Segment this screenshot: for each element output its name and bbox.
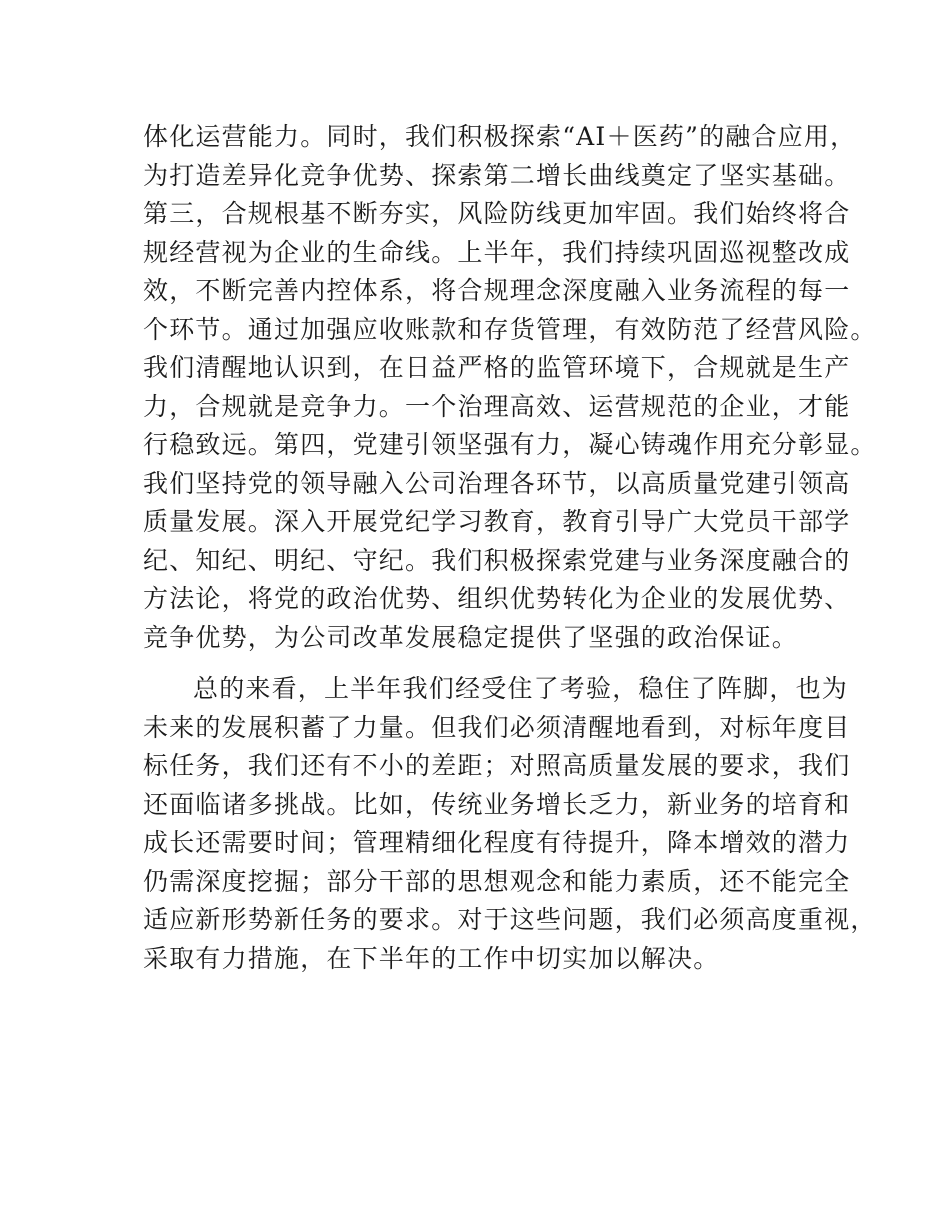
paragraph-line: 仍需深度挖掘；部分干部的思想观念和能力素质，还不能完全 (143, 866, 851, 896)
paragraph-2 (143, 670, 877, 978)
paragraph-line: 采取有力措施，在下半年的工作中切实加以解决。 (143, 943, 720, 973)
paragraph-line: 效，不断完善内控体系，将合规理念深度融入业务流程的每一 (143, 276, 851, 305)
paragraph-line: 未来的发展积蓄了力量。但我们必须清醒地看到，对标年度目 (143, 712, 851, 742)
paragraph-line: 竞争优势，为公司改革发展稳定提供了坚强的政治保证。 (143, 622, 799, 652)
paragraph-spacer (143, 657, 823, 670)
paragraph-line: 质量发展。深入开展党纪学习教育，教育引导广大党员干部学 (143, 507, 851, 536)
paragraph-line: 力，合规就是竞争力。一个治理高效、运营规范的企业，才能 (143, 391, 851, 421)
paragraph-line: 纪、知纪、明纪、守纪。我们积极探索党建与业务深度融合的 (143, 545, 851, 575)
paragraph-line: 方法论，将党的政治优势、组织优势转化为企业的发展优势、 (143, 584, 851, 613)
paragraph-line: 我们清醒地认识到，在日益严格的监管环境下，合规就是生产 (143, 353, 851, 382)
paragraph-first-line: 总的来看，上半年我们经受住了考验，稳住了阵脚，也为 (193, 674, 849, 703)
paragraph-line: 成长还需要时间；管理精细化程度有待提升，降本增效的潜力 (143, 828, 851, 857)
paragraph-line: 为打造差异化竞争优势、探索第二增长曲线奠定了坚实基础。 (143, 160, 851, 190)
paragraph-line: 第三，合规根基不断夯实，风险防线更加牢固。我们始终将合 (143, 199, 851, 228)
paragraph-line: 体化运营能力。同时，我们积极探索“AI＋医药”的融合应用， (143, 122, 857, 151)
document-body (143, 118, 877, 978)
paragraph-1 (143, 118, 877, 657)
paragraph-line: 标任务，我们还有不小的差距；对照高质量发展的要求，我们 (143, 751, 851, 780)
paragraph-line: 行稳致远。第四，党建引领坚强有力，凝心铸魂作用充分彰显。 (143, 430, 877, 459)
paragraph-line: 个环节。通过加强应收账款和存货管理，有效防范了经营风险。 (143, 314, 877, 344)
paragraph-line: 我们坚持党的领导融入公司治理各环节，以高质量党建引领高 (143, 468, 851, 498)
paragraph-line: 规经营视为企业的生命线。上半年，我们持续巩固巡视整改成 (143, 237, 851, 267)
paragraph-line: 适应新形势新任务的要求。对于这些问题，我们必须高度重视， (143, 905, 877, 934)
paragraph-line: 还面临诸多挑战。比如，传统业务增长乏力，新业务的培育和 (143, 789, 851, 819)
